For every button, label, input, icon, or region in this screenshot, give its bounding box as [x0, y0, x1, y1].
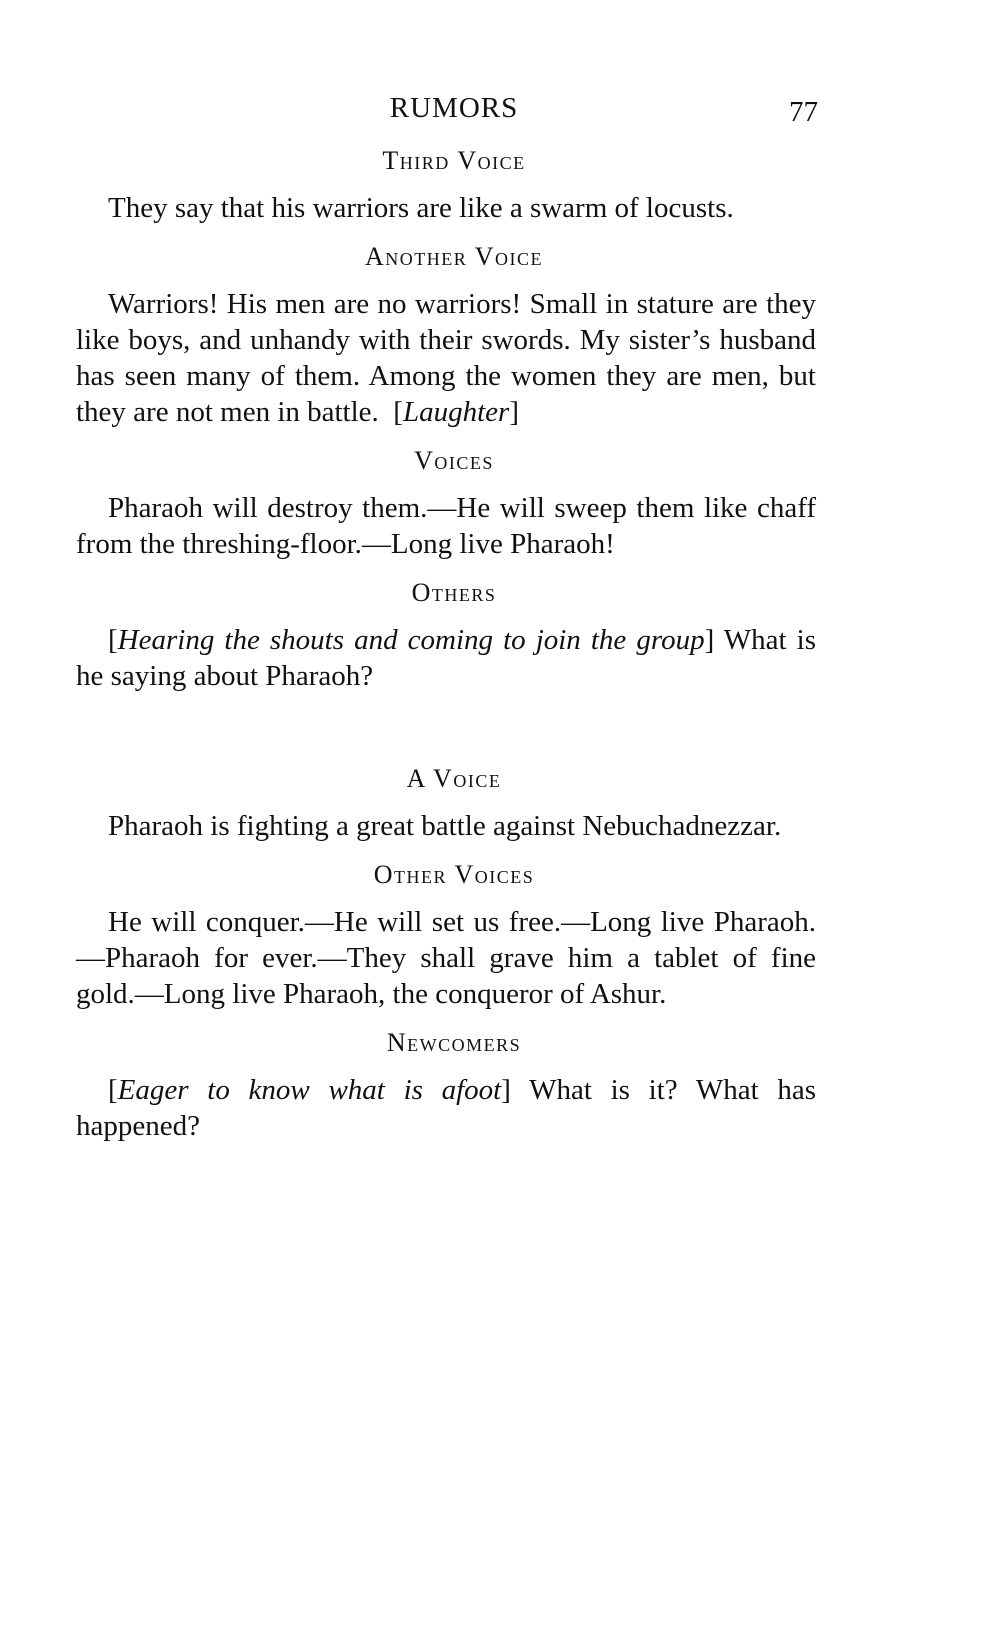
speech-voices: [76, 490, 816, 562]
running-header: [76, 84, 816, 134]
stage-direction: Eager to know what is afoot: [117, 1074, 502, 1106]
speech-another-voice: Warriors! His men are no warriors! Small in stature are they like boys, and unhandy with their swords. My sister’s husband has seen many of them. Among the women they are men, but they are not men in battle. [Laughter]: [76, 288, 816, 428]
speaker-other-voices: Other Voices: [373, 860, 535, 889]
speech-text: Pharaoh will destroy them.—He will sweep them like chaff from the threshing-floor.—Long live Pharaoh!: [76, 492, 816, 560]
page-number: 77: [789, 96, 818, 128]
speaker-another-voice: Another Voice: [364, 242, 544, 271]
speech-others: [Hearing the shouts and coming to join the group] What is he saying about Pharaoh?: [76, 624, 816, 692]
speaker-voices: Voices: [414, 446, 494, 475]
stage-direction: Laughter: [402, 396, 510, 428]
speech-text: Pharaoh is fighting a great battle against Nebuchadnezzar.: [108, 810, 782, 842]
speech-a-voice: [76, 808, 816, 844]
speaker-newcomers: Newcomers: [386, 1028, 522, 1057]
speech-other-voices: [76, 904, 816, 1012]
book-page: [76, 84, 816, 1160]
speech-text: He will conquer.—He will set us free.—Long live Pharaoh.—Pharaoh for ever.—They shall grave him a tablet of fine gold.—Long live Pharaoh, the conqueror of Ashur.: [76, 906, 816, 1010]
stage-direction: Hearing the shouts and coming to join the group: [117, 624, 705, 656]
speaker-third-voice: Third Voice: [382, 146, 526, 175]
speech-newcomers: [Eager to know what is afoot] What is it? What has happened?: [76, 1074, 817, 1142]
speech-text: What is he saying about Pharaoh?: [76, 624, 816, 692]
running-title: RUMORS: [389, 92, 519, 124]
section-gap: [76, 710, 816, 752]
speech-text: What is it? What has happened?: [76, 1074, 817, 1142]
speaker-others: Others: [411, 578, 497, 607]
speech-text: They say that his warriors are like a swarm of locusts.: [108, 192, 734, 224]
speech-third-voice: [76, 190, 816, 226]
speaker-a-voice: A Voice: [406, 764, 502, 793]
speech-text: Warriors! His men are no warriors! Small in stature are they like boys, and unhandy with their swords. My sister’s husband has seen many of them. Among the women they are men, but they are not men in battle.: [76, 288, 816, 428]
